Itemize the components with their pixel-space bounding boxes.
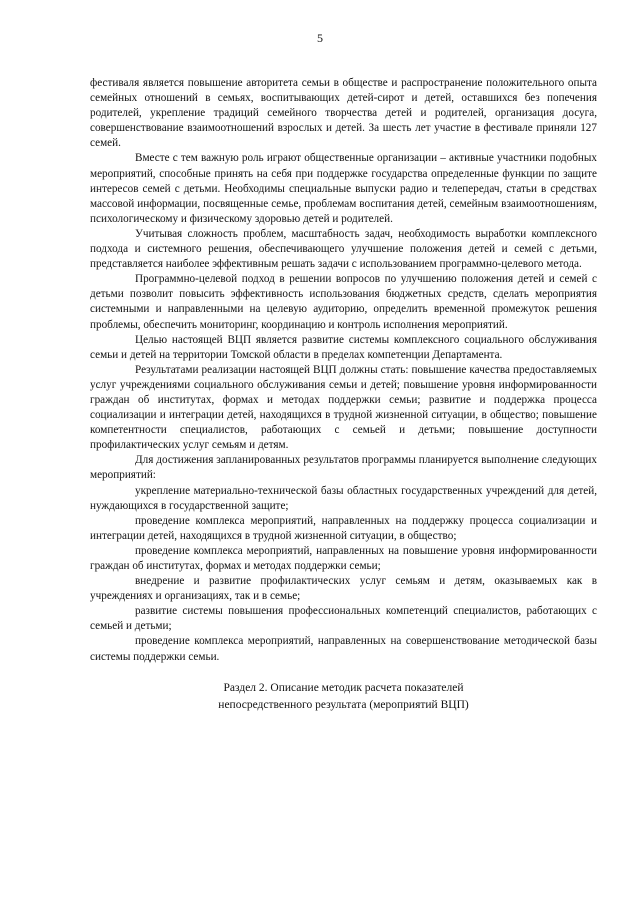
paragraph-results: Результатами реализации настоящей ВЦП должны стать: повышение качества предоставляемых услуг учреждениями социального обслуживания семьи и детей; повышение уровня информированности граждан об институтах, формах и методах поддержки семьи; развитие и поддержка процесса социализации и интеграции детей, находящихся в трудной жизненной ситуации, в общество; повышение компетентности специалистов, работающих с семьей и детьми; повышение доступности профилактических услуг семьям и детям. xyxy=(90,363,597,452)
list-item-activity: проведение комплекса мероприятий, направленных на поддержку процесса социализации и интеграции детей, находящихся в трудной жизненной ситуации, в общество; xyxy=(90,514,597,542)
paragraph-program-approach: Программно-целевой подход в решении вопросов по улучшению положения детей и семей с детьми позволит повысить эффективность использования бюджетных средств, сделать мероприятия системными и направленными на целевую аудиторию, определить временной промежуток решения проблемы, обеспечить мониторинг, координацию и контроль исполнения мероприятий. xyxy=(90,273,597,331)
paragraph-festival-continuation: фестиваля является повышение авторитета семьи в обществе и распространение положительного опыта семейных отношений в семьях, воспитывающих детей-сирот и детей, оставшихся без попечения родителей, укрепление традиций семейного творчества детей и родителей, организация досуга, совершенствование взаимоотношений взрослых и детей. За шесть лет участие в фестивале приняли 127 семей. xyxy=(90,77,597,150)
list-item-activity: проведение комплекса мероприятий, направленных на совершенствование методической базы системы поддержки семьи. xyxy=(90,635,597,663)
list-item-activity: проведение комплекса мероприятий, направленных на повышение уровня информированности граждан об институтах, формах и методах поддержки семьи; xyxy=(90,544,597,572)
document-body xyxy=(90,76,597,714)
list-item-activity: внедрение и развитие профилактических услуг семьям и детям, оказываемых как в учреждениях и организациях, так и в семье; xyxy=(90,575,597,603)
list-item-activity: укрепление материально-технической базы областных государственных учреждений для детей, нуждающихся в государственной защите; xyxy=(90,484,597,512)
section-heading-line-2: непосредственного результата (мероприятий ВЦП) xyxy=(218,698,469,711)
page-number: 5 xyxy=(317,31,323,45)
section-heading-line-1: Раздел 2. Описание методик расчета показателей xyxy=(223,681,464,694)
list-item-activity: развитие системы повышения профессиональных компетенций специалистов, работающих с семьей и детьми; xyxy=(90,605,597,633)
paragraph-public-organizations: Вместе с тем важную роль играют общественные организации – активные участники подобных мероприятий, способные принять на себя при поддержке государства определенные функции по защите интересов семей с детьми. Необходимы специальные выпуски радио и телепередач, статьи в средствах массовой информации, посвященные семье, проблемам воспитания детей, семейным взаимоотношениям, психологическому и физическому здоровью детей и родителей. xyxy=(90,152,597,225)
section-heading xyxy=(90,680,597,714)
paragraph-goal: Целью настоящей ВЦП является развитие системы комплексного социального обслуживания семьи и детей на территории Томской области в пределах компетенции Департамента. xyxy=(90,333,597,361)
paragraph-program-method: Учитывая сложность проблем, масштабность задач, необходимость выработки комплексного подхода и системного решения, обеспечивающего улучшение положения детей и семей с детьми, представляется наиболее эффективным решать задачи с использованием программно-целевого метода. xyxy=(90,227,597,271)
paragraph-activities-intro: Для достижения запланированных результатов программы планируется выполнение следующих мероприятий: xyxy=(90,454,597,482)
